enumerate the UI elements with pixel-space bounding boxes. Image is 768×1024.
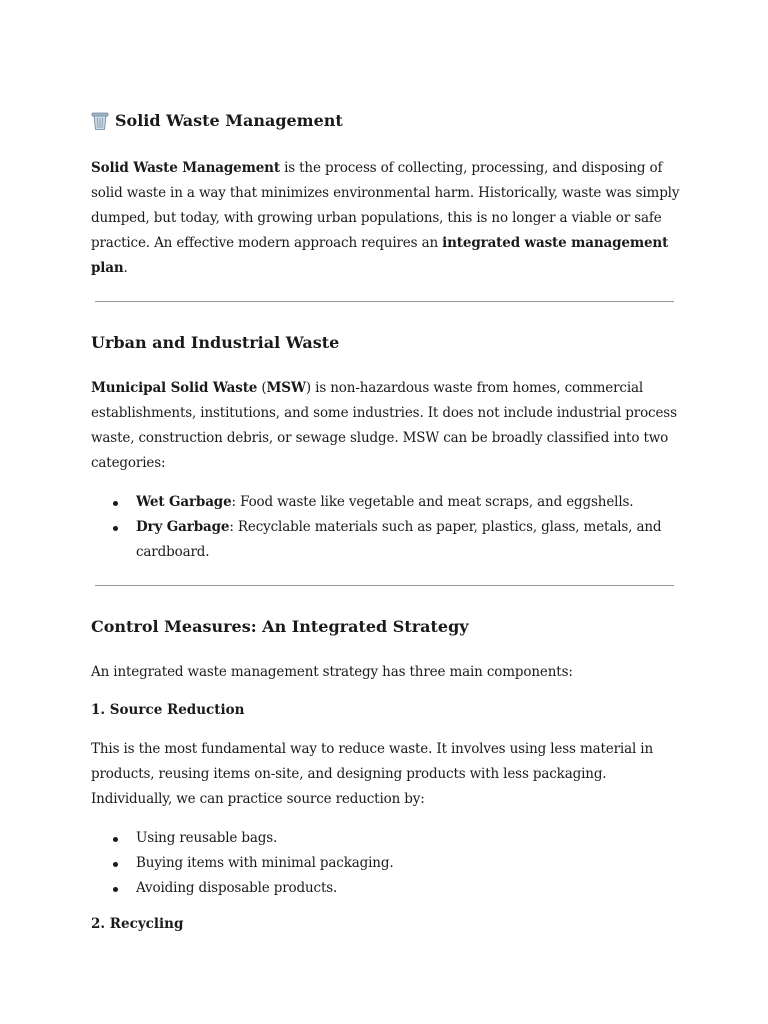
msw-term: Municipal Solid Waste: [91, 380, 258, 396]
intro-text: is the process of collecting, processing, and disposing of solid waste in a way that minimizes environmental harm. Historically, waste was simply dumped, but today, with growing urban populations, this is no longer a viable or safe practice. An effective modern approach requires an: [91, 160, 680, 251]
msw-open-paren: (: [257, 380, 267, 396]
page-title: [91, 108, 681, 134]
msw-abbr: MSW: [266, 380, 306, 396]
garbage-list: [91, 490, 681, 565]
control-heading: Control Measures: An Integrated Strategy: [91, 617, 469, 636]
list-item-label: Dry Garbage: [136, 519, 230, 535]
list-item: Avoiding disposable products.: [113, 876, 681, 901]
intro-end: .: [123, 260, 128, 276]
source-reduction-list: [91, 826, 681, 901]
list-item: [113, 490, 681, 515]
list-item-label: Wet Garbage: [136, 494, 232, 510]
control-intro: An integrated waste management strategy has three main components:: [91, 664, 573, 680]
wastebasket-icon: [91, 111, 109, 131]
list-item: Buying items with minimal packaging.: [113, 851, 681, 876]
urban-text: ) is non-hazardous waste from homes, commercial establishments, institutions, and some industries. It does not include industrial process waste, construction debris, or sewage sludge. MSW can be broadly classified into two categories:: [91, 380, 677, 471]
page-title-text: Solid Waste Management: [115, 111, 343, 130]
intro-paragraph: [91, 156, 681, 281]
list-item-text: : Food waste like vegetable and meat scraps, and eggshells.: [231, 494, 634, 510]
section-divider: [95, 585, 674, 586]
list-item: [113, 515, 681, 565]
list-item: Using reusable bags.: [113, 826, 681, 851]
section-divider: [95, 301, 674, 302]
intro-term: Solid Waste Management: [91, 160, 280, 176]
source-reduction-heading: 1. Source Reduction: [91, 702, 245, 718]
source-reduction-paragraph: This is the most fundamental way to reduce waste. It involves using less material in products, reusing items on-site, and designing products with less packaging. Individually, we can practice source reduction by:: [91, 741, 654, 807]
urban-heading: Urban and Industrial Waste: [91, 333, 340, 352]
urban-paragraph: [91, 376, 681, 476]
recycling-heading: 2. Recycling: [91, 916, 184, 932]
list-item-text: : Recyclable materials such as paper, plastics, glass, metals, and cardboard.: [136, 519, 662, 560]
intro-emphasis: integrated waste management plan: [91, 235, 669, 276]
document-content: [91, 108, 681, 951]
